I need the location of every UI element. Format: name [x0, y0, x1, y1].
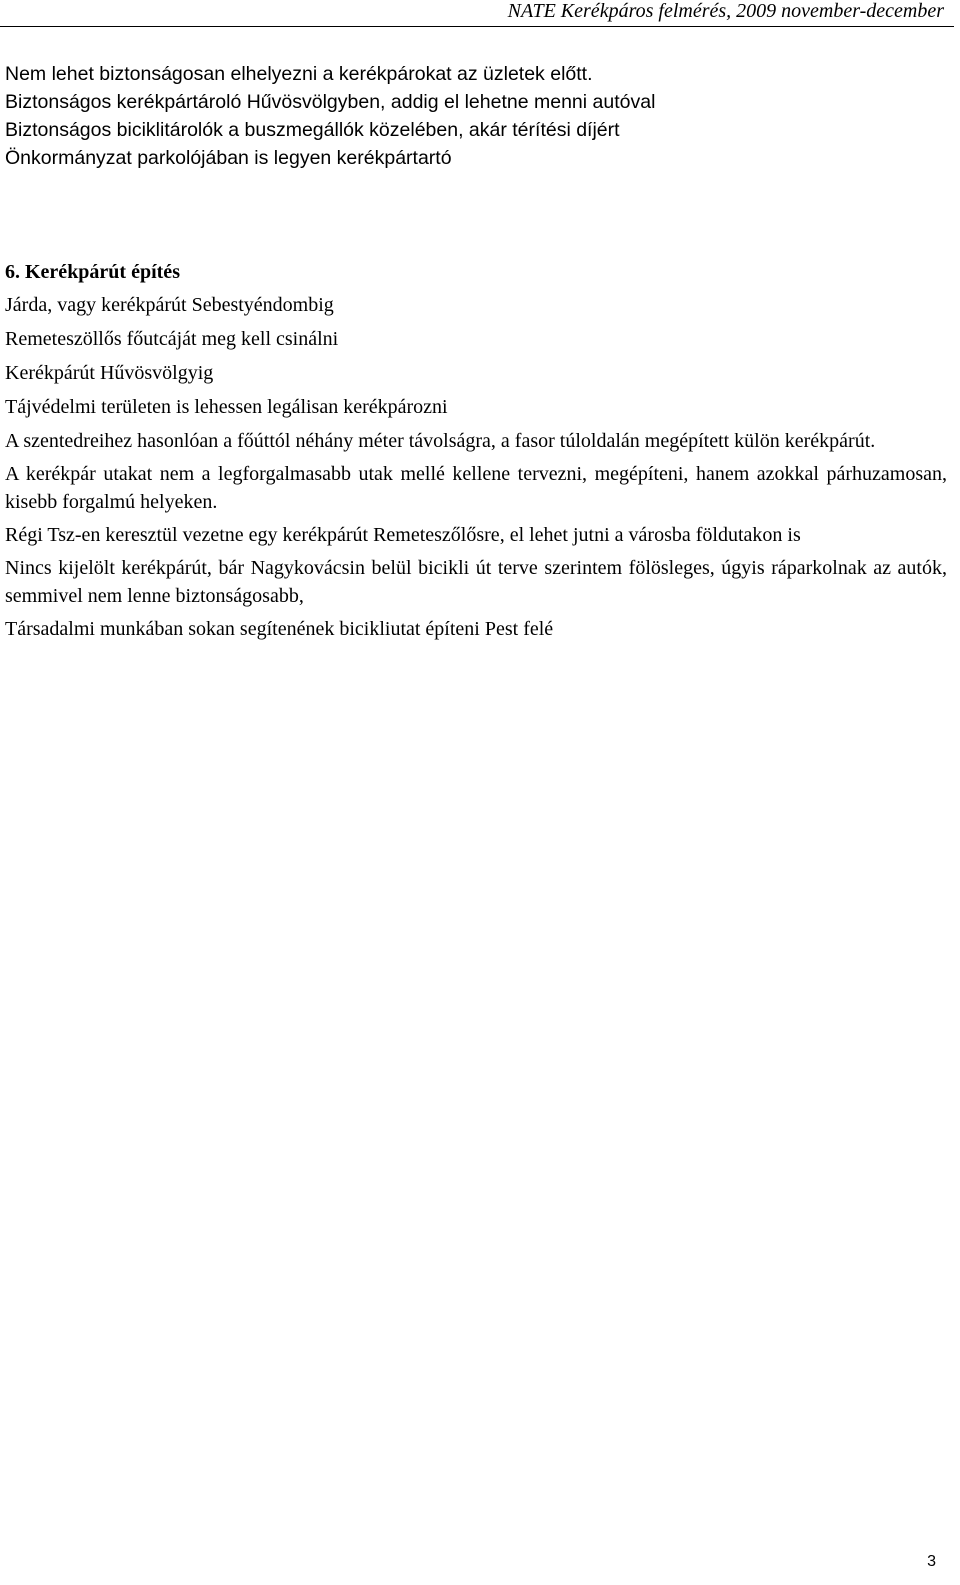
section-item: A kerékpár utakat nem a legforgalmasabb utak mellé kellene tervezni, megépíteni, hanem azokkal párhuzamosan, kisebb forgalmú helyeken.: [5, 463, 947, 513]
section-item: Régi Tsz-en keresztül vezetne egy kerékpárút Remeteszőlősre, el lehet jutni a városba földutakon is: [5, 524, 801, 546]
intro-line: Biztonságos biciklitárolók a buszmegállók közelében, akár térítési díjért: [5, 119, 620, 141]
intro-line: Önkormányzat parkolójában is legyen kerékpártartó: [5, 147, 452, 169]
page-number: 3: [927, 1553, 936, 1570]
page-content: [5, 60, 947, 640]
section-item: Járda, vagy kerékpárút Sebestyéndombig: [5, 294, 334, 316]
intro-line: Nem lehet biztonságosan elhelyezni a kerékpárokat az üzletek előtt.: [5, 63, 593, 85]
section-item: Nincs kijelölt kerékpárút, bár Nagykovácsin belül bicikli út terve szerintem fölösleges, úgyis ráparkolnak az autók, semmivel nem lenne biztonságosabb,: [5, 557, 947, 607]
section-item: Társadalmi munkában sokan segítenének bicikliutat építeni Pest felé: [5, 618, 554, 640]
section-item: Tájvédelmi területen is lehessen legálisan kerékpározni: [5, 396, 448, 418]
header-title: NATE Kerékpáros felmérés, 2009 november-december: [507, 0, 944, 22]
section-item: Kerékpárút Hűvösvölgyig: [5, 362, 214, 384]
page-header: [0, 0, 954, 27]
section-heading: 6. Kerékpárút építés: [5, 261, 180, 283]
intro-list: [5, 60, 947, 172]
intro-line: Biztonságos kerékpártároló Hűvösvölgyben, addig el lehetne menni autóval: [5, 91, 656, 113]
section-item: Remeteszöllős főutcáját meg kell csinálni: [5, 328, 339, 350]
section-items: [5, 291, 947, 648]
section-item: A szentedreihez hasonlóan a főúttól néhány méter távolságra, a fasor túloldalán megépített külön kerékpárút.: [5, 430, 876, 452]
